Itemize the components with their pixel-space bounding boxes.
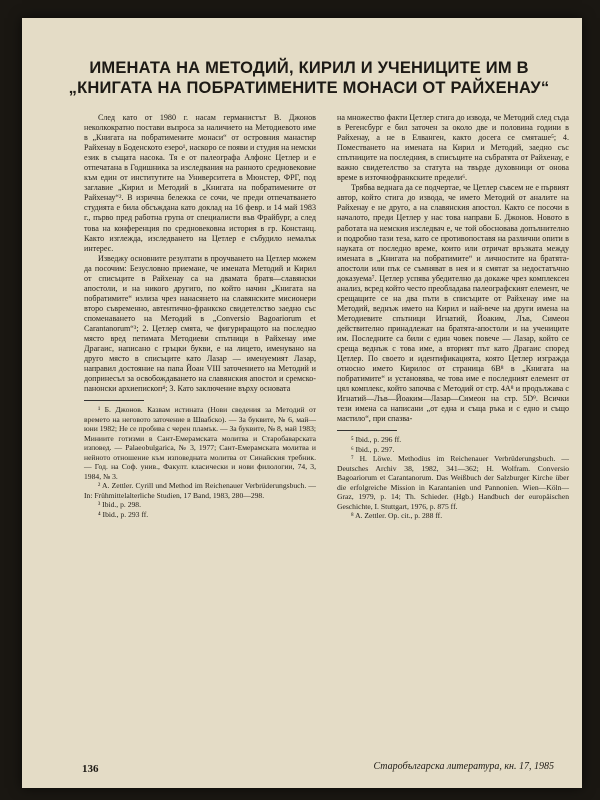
footnote-3: ³ Ibid., p. 298. bbox=[98, 500, 141, 510]
article-title: ИМЕНАТА НА МЕТОДИЙ, КИРИЛ И УЧЕНИЦИТЕ ИМ В „КНИГАТА НА ПОБРАТИМЕНИТЕ МОНАСИ ОТ РАЙХЕНАУ“ bbox=[68, 59, 550, 97]
footnote-divider bbox=[84, 400, 144, 401]
left-paragraph-1: След като от 1980 г. насам германистът В. Джонов неколкократно постави въпроса за наличието на Методиевото име в „Книгата на побратимените монаси“ от островния манастир Райхенау в Боденското езеро¹, наскоро се появи и студия на немски език в същата насока. Тя е от палеографа Алфонс Цетлер и е отпечатана в Годишника за изследвания на ранното средновековие към един от институтите на Университета в Мюнстер, ФРГ, под заглавие „Кирил и Методий в „Книгата на побратимените от Райхенау“². В изрична бележка се сочи, че преди отпечатването студията е била обсъждана като доклад на 16 февр. и 14 май 1983 г., първо пред работна група от специалисти във Фрайбург, а след това на конференция по средновековна история в гр. Констанц. Както изглежда, изследването на Цетлер е събудило немалък интерес. bbox=[84, 113, 316, 253]
journal-running-footer: Старобългарска литература, кн. 17, 1985 bbox=[373, 761, 554, 772]
right-paragraph-2: Трябва веднага да се подчертае, че Цетлер съвсем не е първият автор, който стига до извода, че името Методий от аналите на Райхенау е не друго, а на славянския апостол. Както се посочи в началото, преди Цетлер у нас това направи Б. Джонов. Новото в работата на немския изследвач е, че той обосновава допълнително и подробно тази теза, като се противопоставя на различни опити в науката от последно време, които или отричат връзката между имената в „Книгата на побратимите“ и личностите на братята-апостоли или пък се съмняват в нея и я смятат за недостатъчно доказуема⁷. Цетлер успява убедително да докаже чрез комплексен анализ, всред който често преобладава палеографският елемент, че срещащите се на два пъти в списъците от Райхенау име на Методий, веднъж името на Кирил и най-вече на други имена на Методиевите спътници Игнатий, Йоаким, Лъв, Симеон действително принадлежат на братята-апостоли и на учениците им. Последните са били с един човек повече — Лазар, който се среща веднъж с това име, а вторият път като Драгаис според Цетлер. По своето и идентификацията, която Цетлер изгражда относно името Кирилос от страница 6В⁸ в „Книгата на побратимите“ и установява, че това име е последният елемент от цял комплекс, който започва с Методий от стр. 4А⁸ и продължава с Игнатий—Лъв—Йоаким—Лазар—Симеон на стр. 5D⁹. Всички тези имена са написани „от една и съща ръка и с едно и също мастило“, при спазва- bbox=[337, 183, 569, 424]
footnote-1: ¹ Б. Джонов. Казвам истината (Нови сведения за Методий от времето на неговото заточение в Швабско). — За буквите, № 6, май—юни 1982; Не се пробива с черен пламък. — За буквите, № 8, май 1983; Миниите готизми в Сант-Емерамската молитва и Старобаварската изповед. — Palaeobulgarica, № 3, 1977; Сант-Емерамската молитва и нейното отношение към изповедната молитва от Синайския требник. — Год. на Соф. унив., Факулт. класически и нови филологии, 74, 3, 1984, № 3. bbox=[84, 405, 316, 481]
footnote-6: ⁶ Ibid., p. 297. bbox=[351, 444, 395, 454]
footnote-2: ² A. Zettler. Cyrill und Method im Reichenauer Verbrüderungsbuch. — In: Frühmittelalterliche Studien, 17 Band, 1983, 280—298. bbox=[84, 481, 316, 500]
page-number: 136 bbox=[82, 763, 99, 775]
right-column bbox=[337, 113, 569, 521]
document-page bbox=[22, 18, 582, 788]
footnote-7: ⁷ H. Löwe. Methodius im Reichenauer Verbrüderungsbuch. — Deutsches Archiv 38, 1982, 341—362; H. Wolfram. Conversio Bagoariorum et Carantanorum. Das Weißbuch der Salzburger Kirche über die erfolgreiche Mission in Karantanien und Pannonien. Wien—Köln—Graz, 1979, p. 14; Th. Schieder. (Hgb.) Handbuch der europäischen Geschichte, I. Stuttgart, 1976, p. 875 ff. bbox=[337, 454, 569, 511]
left-column bbox=[84, 113, 316, 519]
footnote-5: ⁵ Ibid., p. 296 ff. bbox=[351, 435, 402, 445]
left-paragraph-2: Изведжу основните резултати в проучването на Цетлер можем да посочим: Безусловно приемане, че имената Методий и Кирил от списъците в Райхенау са на двамата братя—славянски апостоли, и на никого другиго, по който начин „Книгата на побратимите“ излиза чрез нанасянето на славянските мисионери второ съвременно, автентично-франкско свидетелство заедно със споменаването на Методий в „Conversio Bagoariorum et Carantanorum“³; 2. Цетлер смята, че фигуриращото на последно място вред петимата Методиеви спътници в Райхенау име Драгаис, написано с гръцки букви, е на лицето, именувано на друго място в списъците като Лазар — именуемият Лазар, направил достояние на папа Йоан VIII заточението на Методий и допринесъл за освобождаването на славянския апостол и сремско-панонски архиепископ⁴; 3. Като заключение върху основата bbox=[84, 253, 316, 394]
right-paragraph-1: на множество факти Цетлер стига до извода, че Методий след съда в Регенсбург е бил заточен за около две и половина години в Райхенау, а не в Елванген, както досега се смяташе⁵; 4. Поместването на имената на Кирил и Методий, заедно със спътниците на последния, в списъците на събратята от Райхенау, е важно свидетелство за статута на твърде духовници от онова време в източнофранкските предели⁶. bbox=[337, 113, 569, 183]
footnote-4: ⁴ Ibid., p. 293 ff. bbox=[98, 509, 149, 519]
footnote-8: ⁸ A. Zettler. Op. cit., p. 288 ff. bbox=[351, 511, 443, 521]
footnote-divider bbox=[337, 430, 397, 431]
